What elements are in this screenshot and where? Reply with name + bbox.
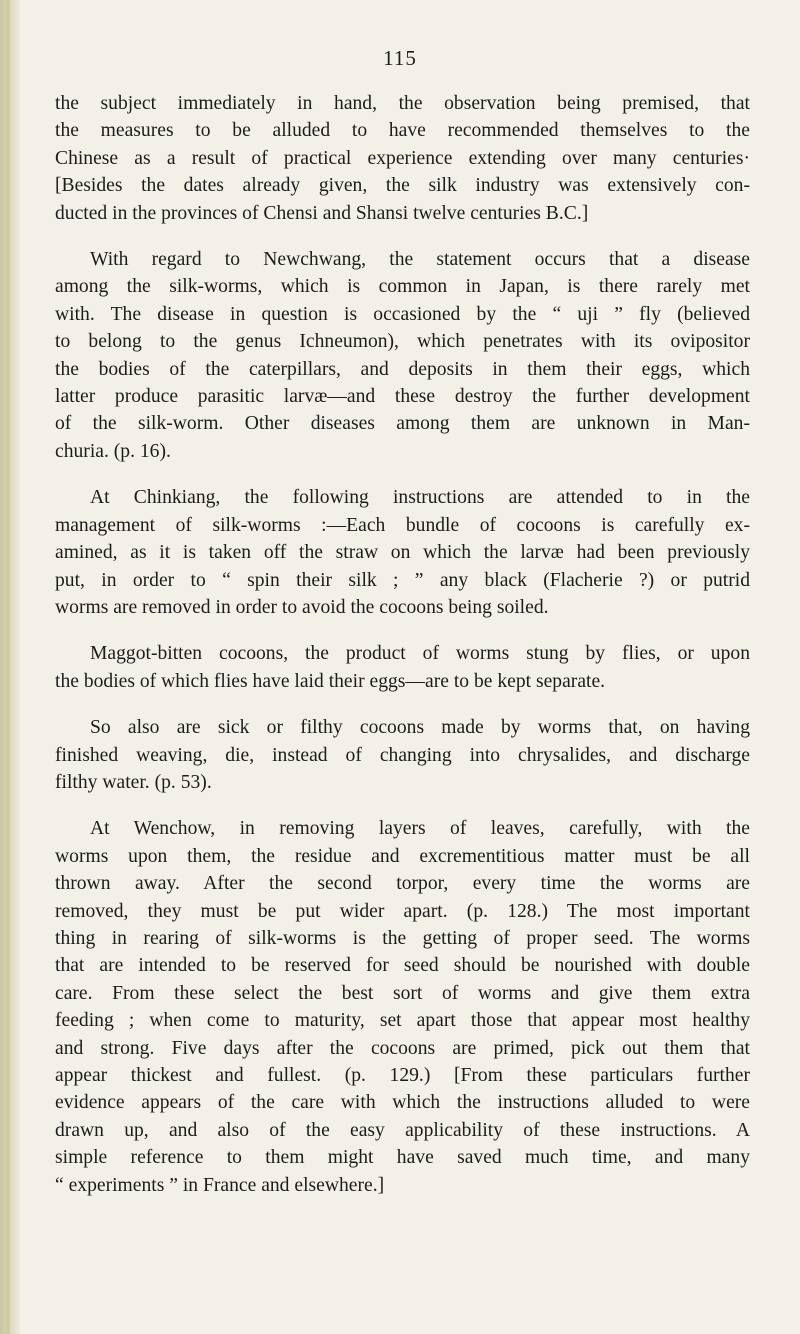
text-line: the subject immediately in hand, the observation being premised, that — [55, 93, 750, 114]
paragraph — [55, 246, 750, 465]
text-line: the bodies of the caterpillars, and deposits in them their eggs, which — [55, 358, 750, 380]
text-line: “ experiments ” in France and elsewhere.] — [55, 1174, 385, 1196]
paragraph — [55, 815, 750, 1199]
text-line: feeding ; when come to maturity, set apart those that appear most healthy — [55, 1010, 750, 1032]
text-line: Chinese as a result of practical experience extending over many centuries· — [55, 147, 750, 169]
text-line: [Besides the dates already given, the silk industry was extensively con- — [55, 175, 750, 197]
text-line: removed, they must be put wider apart. (p. 128.) The most important — [55, 900, 750, 922]
paragraph — [55, 640, 750, 695]
paragraph — [55, 714, 750, 796]
text-line: among the silk-worms, which is common in Japan, is there rarely met — [55, 276, 750, 298]
text-line: At Wenchow, in removing layers of leaves, carefully, with the — [90, 818, 750, 840]
text-line: So also are sick or filthy cocoons made by worms that, on having — [90, 717, 750, 739]
binding-tape — [6, 0, 10, 1334]
text-line: finished weaving, die, instead of changing into chrysalides, and discharge — [55, 744, 750, 766]
text-line: filthy water. (p. 53). — [55, 771, 212, 793]
page-number: 115 — [383, 46, 417, 70]
text-line: ducted in the provinces of Chensi and Shansi twelve centuries B.C.] — [55, 202, 589, 224]
text-line: worms upon them, the residue and excrementitious matter must be all — [55, 845, 750, 867]
text-line: latter produce parasitic larvæ—and these destroy the further development — [55, 386, 750, 408]
text-line: With regard to Newchwang, the statement occurs that a disease — [90, 249, 750, 271]
text-line: management of silk-worms :—Each bundle of cocoons is carefully ex- — [55, 514, 750, 536]
text-line: At Chinkiang, the following instructions are attended to in the — [90, 487, 750, 509]
text-line: drawn up, and also of the easy applicability of these instructions. A — [55, 1119, 750, 1141]
text-line: of the silk-worm. Other diseases among them are unknown in Man- — [55, 413, 750, 435]
text-line: that are intended to be reserved for seed should be nourished with double — [55, 955, 750, 977]
text-line: thing in rearing of silk-worms is the getting of proper seed. The worms — [55, 927, 750, 949]
text-line: amined, as it is taken off the straw on which the larvæ had been previously — [55, 542, 750, 564]
text-line: with. The disease in question is occasioned by the “ uji ” fly (believed — [55, 303, 750, 325]
text-line: to belong to the genus Ichneumon), which penetrates with its ovipositor — [55, 331, 750, 353]
paragraph — [55, 484, 750, 621]
text-line: evidence appears of the care with which the instructions alluded to were — [55, 1092, 750, 1114]
page-body — [55, 90, 750, 1218]
text-line: care. From these select the best sort of worms and give them extra — [55, 982, 750, 1004]
paragraph — [55, 90, 750, 227]
text-line: the measures to be alluded to have recommended themselves to the — [55, 120, 750, 142]
text-line: appear thickest and fullest. (p. 129.) [From these particulars further — [55, 1065, 750, 1086]
text-line: and strong. Five days after the cocoons are primed, pick out them that — [55, 1037, 750, 1059]
text-line: the bodies of which flies have laid their eggs—are to be kept separate. — [55, 670, 606, 692]
text-line: Maggot-bitten cocoons, the product of worms stung by flies, or upon — [90, 643, 750, 665]
text-line: thrown away. After the second torpor, every time the worms are — [55, 873, 750, 895]
page-binding-edge — [0, 0, 20, 1334]
text-line: churia. (p. 16). — [55, 440, 171, 462]
text-line: put, in order to “ spin their silk ; ” any black (Flacherie ?) or putrid — [55, 569, 750, 591]
text-line: worms are removed in order to avoid the cocoons being soiled. — [55, 596, 549, 618]
text-line: simple reference to them might have saved much time, and many — [55, 1147, 750, 1169]
